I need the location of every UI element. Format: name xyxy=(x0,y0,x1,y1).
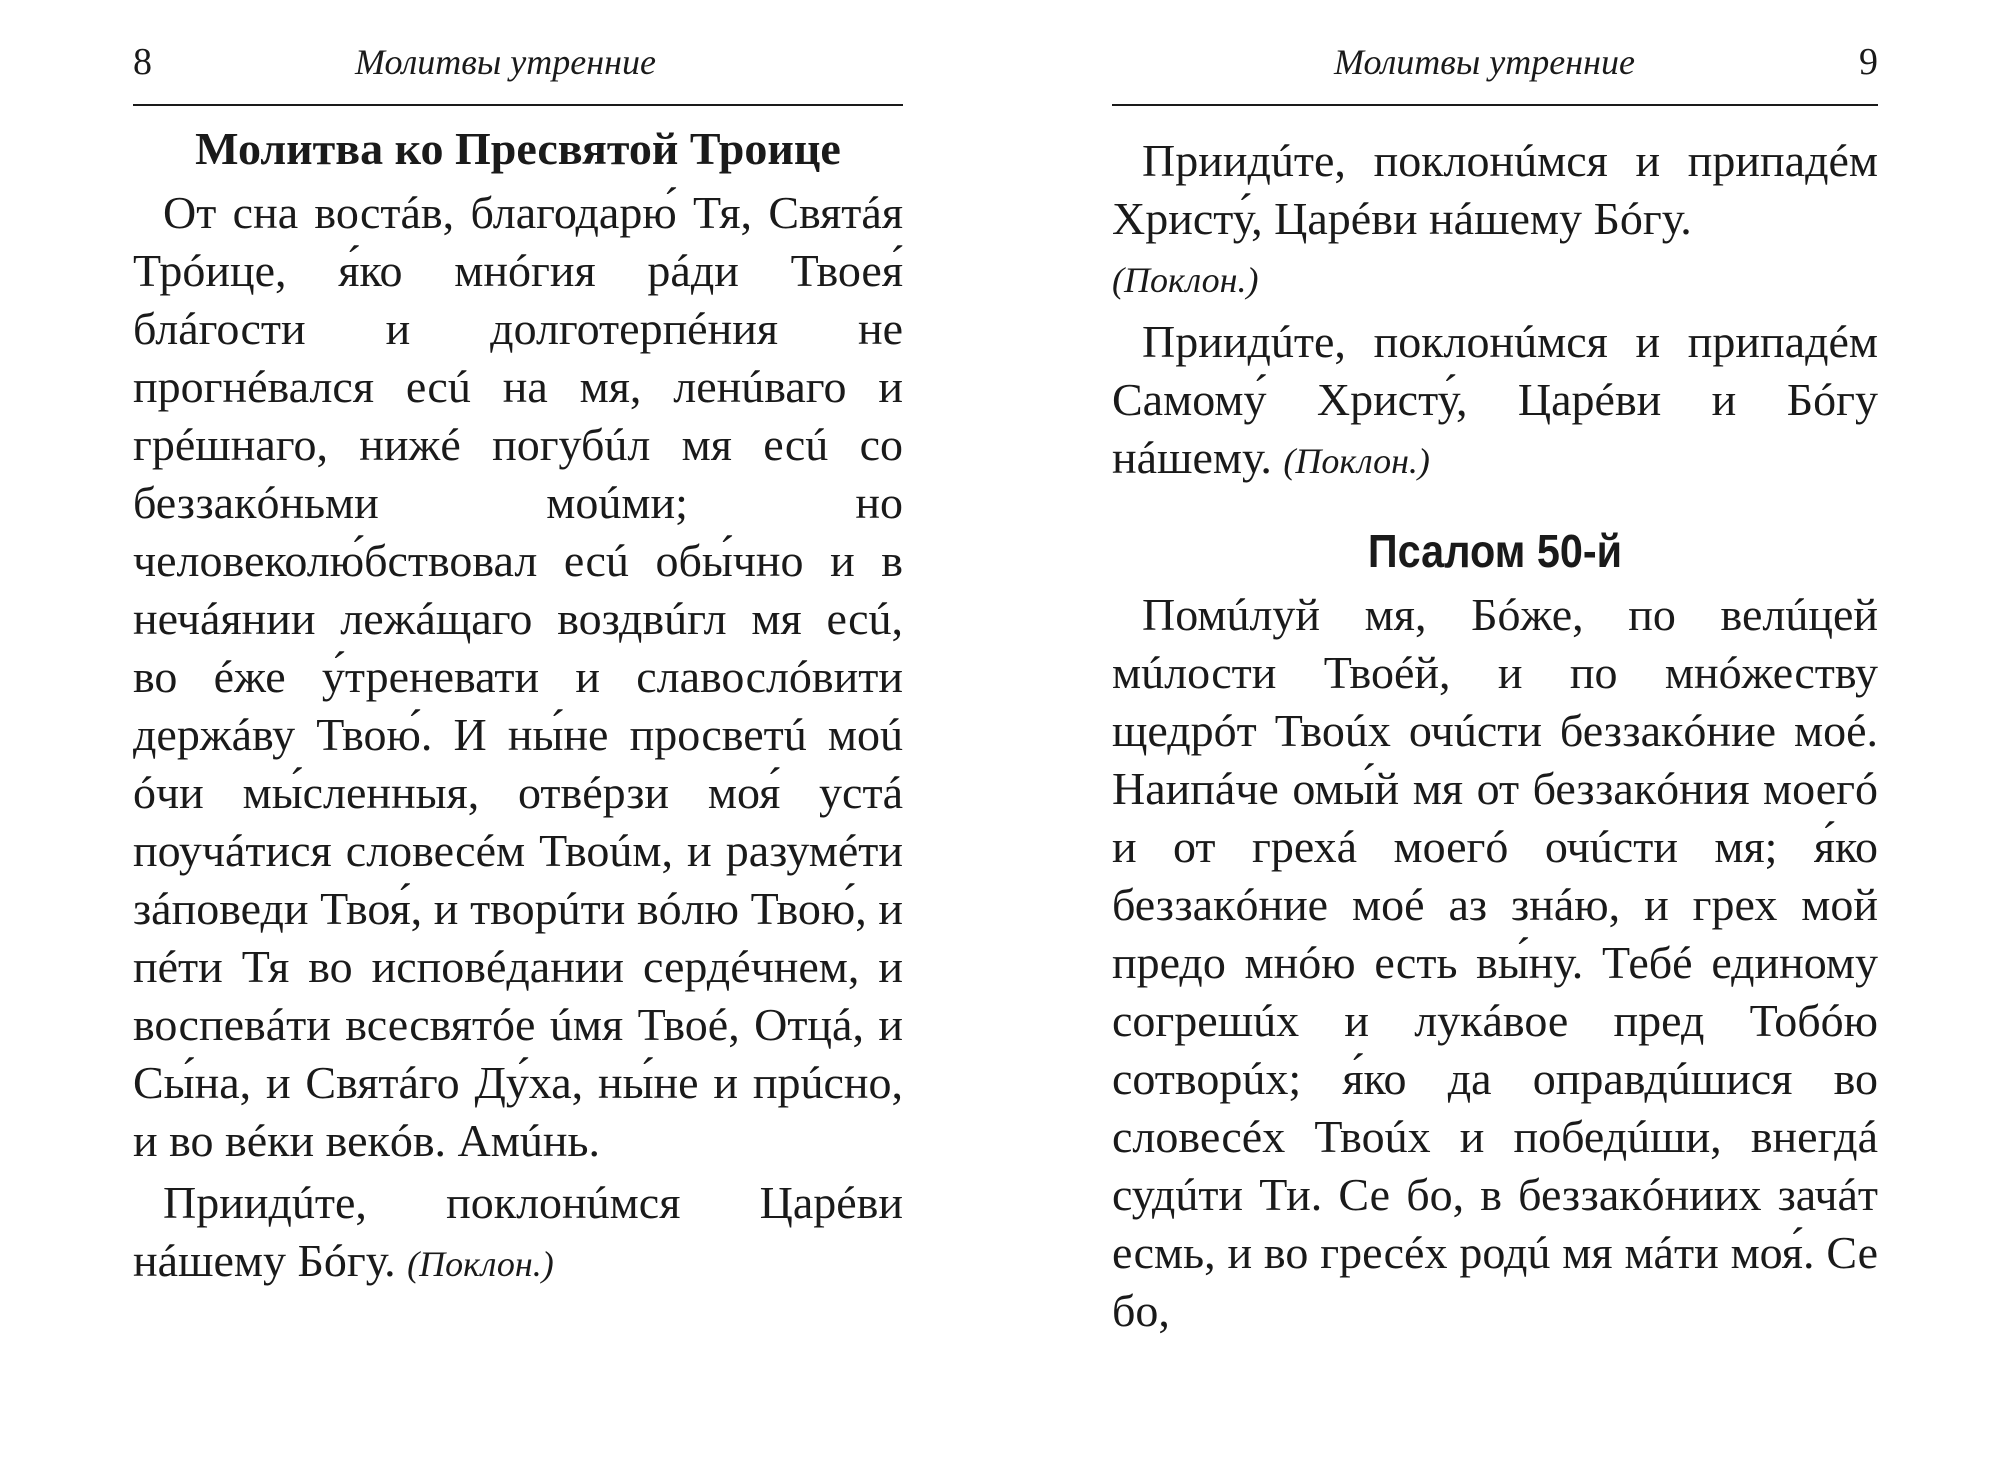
rubric: (Поклон.) xyxy=(407,1244,554,1284)
page-number: 9 xyxy=(1859,41,1878,83)
paragraph-text: Приидúте, поклонúмся Царéви нáшему Бóгу. xyxy=(133,1177,903,1286)
paragraph-text: Помúлуй мя, Бóже, по велúцей мúлости Твоéй, и по мнóжеству щедрóт Твоúх очúсти беззакóние моé. Наипáче омы́й мя от беззакóния моегó и от грехá моегó очúсти мя; я́ко беззакóние моé аз знáю, и грех мой предо мнóю есть вы́ну. Тебé единому согрешúх и лукáвое пред Тобóю сотворúх; я́ко да оправдúшися во словесéх Твоúх и победúши, внегдá судúти Ти. Се бо, в беззакóниих зачáт есмь, и во гресéх родú мя мáти моя́. Се бо, xyxy=(1112,589,1878,1336)
running-head xyxy=(1112,0,1878,100)
right-page xyxy=(1112,0,1878,1336)
paragraph xyxy=(133,184,903,1170)
header-rule xyxy=(133,104,903,106)
prayer-heading: Молитва ко Пресвятой Троице xyxy=(195,123,841,174)
left-page xyxy=(133,0,903,1286)
paragraph-text: Приидúте, поклонúмся и припадéм Христу́, Царéви нáшему Бóгу. xyxy=(1112,135,1878,244)
paragraph-text: От сна востáв, благодарю́ Тя, Святáя Трóице, я́ко мнóгия рáди Твоея́ блáгости и долготерпéния не прогнéвался есú на мя, ленúваго и грéшнаго, нижé погубúл мя есú со беззакóньми моúми; но человеколю́бствовал есú обы́чно и в нечáянии лежáщаго воздвúгл мя есú, во éже у́треневати и славослóвити держáву Твою́. И ны́не просветú моú óчи мы́сленныя, отвéрзи моя́ устá поучáтися словесéм Твоúм, и разумéти зáповеди Твоя́, и творúти вóлю Твою́, и пéти Тя во исповéдании сердéчнем, и воспевáти всесвятóе úмя Твоé, Отцá, и Сы́на, и Святáго Ду́ха, ны́не и прúсно, и во вéки векóв. Амúнь. xyxy=(133,187,903,1166)
left-body xyxy=(133,120,903,1293)
psalm-heading: Псалом 50-й xyxy=(1367,525,1623,577)
paragraph-text: Приидúте, поклонúмся и припадéм Самому́ Христу́, Царéви и Бóгу нáшему. xyxy=(1112,316,1878,483)
page-number: 8 xyxy=(133,41,152,83)
header-rule xyxy=(1112,104,1878,106)
paragraph xyxy=(133,1174,903,1293)
running-head-title: Молитвы утренние xyxy=(355,42,656,82)
paragraph xyxy=(1112,586,1878,1340)
running-head-title: Молитвы утренние xyxy=(1334,42,1635,82)
running-head xyxy=(133,0,903,100)
right-body xyxy=(1112,132,1878,1340)
paragraph xyxy=(1112,132,1878,309)
rubric: (Поклон.) xyxy=(1283,441,1430,481)
rubric: (Поклон.) xyxy=(1112,260,1259,300)
paragraph xyxy=(1112,313,1878,490)
